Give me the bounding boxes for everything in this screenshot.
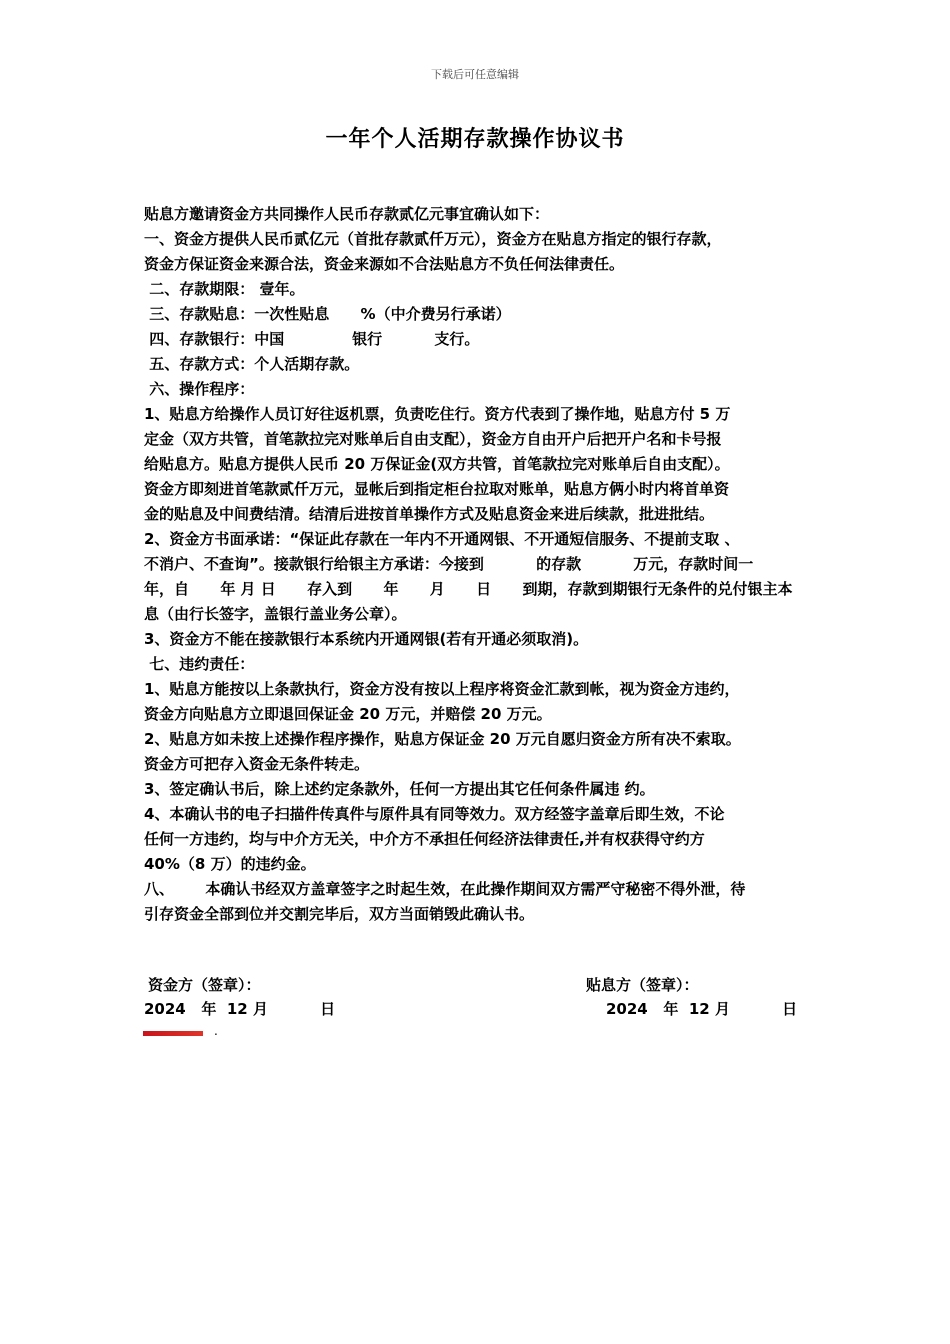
agreement-line: 八、 本确认书经双方盖章签字之时起生效，在此操作期间双方需严守秘密不得外泄，待 <box>144 880 746 898</box>
agreement-line: 息（由行长签字，盖银行盖业务公章）。 <box>144 605 407 623</box>
agreement-line: 资金方保证资金来源合法，资金来源如不合法贴息方不负任何法律责任。 <box>144 255 625 273</box>
agreement-body <box>144 202 824 927</box>
agreement-line: 四、存款银行：中国 银行 支行。 <box>144 330 480 348</box>
agreement-line: 给贴息方。贴息方提供人民币 20 万保证金(双方共管，首笔款拉完对账单后自由支配）。 <box>144 455 730 473</box>
agreement-line: 4、本确认书的电子扫描件传真件与原件具有同等效力。双方经签字盖章后即生效，不论 <box>144 805 725 823</box>
agreement-line: 2、资金方书面承诺：“保证此存款在一年内不开通网银、不开通短信服务、不提前支取 、 <box>144 530 740 548</box>
capital-party-date: 2024 年 12 月 日 <box>144 1000 336 1018</box>
agreement-line: 1、贴息方给操作人员订好往返机票，负责吃住行。资方代表到了操作地，贴息方付 5 万 <box>144 405 731 423</box>
agreement-line: 三、存款贴息：一次性贴息 %（中介费另行承诺） <box>144 305 511 323</box>
interest-party-date: 2024 年 12 月 日 <box>606 1000 798 1018</box>
agreement-line: 定金（双方共管，首笔款拉完对账单后自由支配），资金方自由开户后把开户名和卡号报 <box>144 430 722 448</box>
agreement-line: 引存资金全部到位并交割完毕后，双方当面销毁此确认书。 <box>144 905 535 923</box>
agreement-line: 二、存款期限： 壹年。 <box>144 280 305 298</box>
red-divider-bar <box>143 1031 203 1036</box>
agreement-line: 七、违约责任： <box>144 655 255 673</box>
footer-dot: . <box>214 1024 218 1038</box>
agreement-line: 资金方向贴息方立即退回保证金 20 万元，并赔偿 20 万元。 <box>144 705 552 723</box>
agreement-line: 不消户、不查询”。接款银行给银主方承诺：今接到 的存款 万元，存款时间一 <box>144 555 754 573</box>
header-note: 下载后可任意编辑 <box>431 68 519 81</box>
agreement-line: 3、资金方不能在接款银行本系统内开通网银(若有开通必须取消)。 <box>144 630 589 648</box>
interest-party-signature-label: 贴息方（签章）： <box>586 976 699 994</box>
capital-party-signature-label: 资金方（签章）： <box>148 976 261 994</box>
agreement-line: 年，自 年 月 日 存入到 年 月 日 到期，存款到期银行无条件的兑付银主本 <box>144 580 793 598</box>
agreement-line: 资金方可把存入资金无条件转走。 <box>144 755 370 773</box>
agreement-line: 3、签定确认书后，除上述约定条款外，任何一方提出其它任何条件属违 约。 <box>144 780 655 798</box>
agreement-line: 五、存款方式：个人活期存款。 <box>144 355 360 373</box>
agreement-line: 40%（8 万）的违约金。 <box>144 855 316 873</box>
agreement-line: 1、贴息方能按以上条款执行，资金方没有按以上程序将资金汇款到帐，视为资金方违约， <box>144 680 740 698</box>
agreement-line: 2、贴息方如未按上述操作程序操作，贴息方保证金 20 万元自愿归资金方所有决不索取。 <box>144 730 741 748</box>
agreement-line: 六、操作程序： <box>144 380 255 398</box>
agreement-line: 任何一方违约，均与中介方无关，中介方不承担任何经济法律责任,并有权获得守约方 <box>144 830 705 848</box>
agreement-line: 贴息方邀请资金方共同操作人民币存款贰亿元事宜确认如下： <box>144 205 550 223</box>
agreement-line: 资金方即刻进首笔款贰仟万元，显帐后到指定柜台拉取对账单，贴息方俩小时内将首单资 <box>144 480 730 498</box>
document-title: 一年个人活期存款操作协议书 <box>325 127 625 152</box>
agreement-line: 一、资金方提供人民币贰亿元（首批存款贰仟万元），资金方在贴息方指定的银行存款， <box>144 230 722 248</box>
agreement-line: 金的贴息及中间费结清。结清后进按首单操作方式及贴息资金来进后续款，批进批结。 <box>144 505 715 523</box>
